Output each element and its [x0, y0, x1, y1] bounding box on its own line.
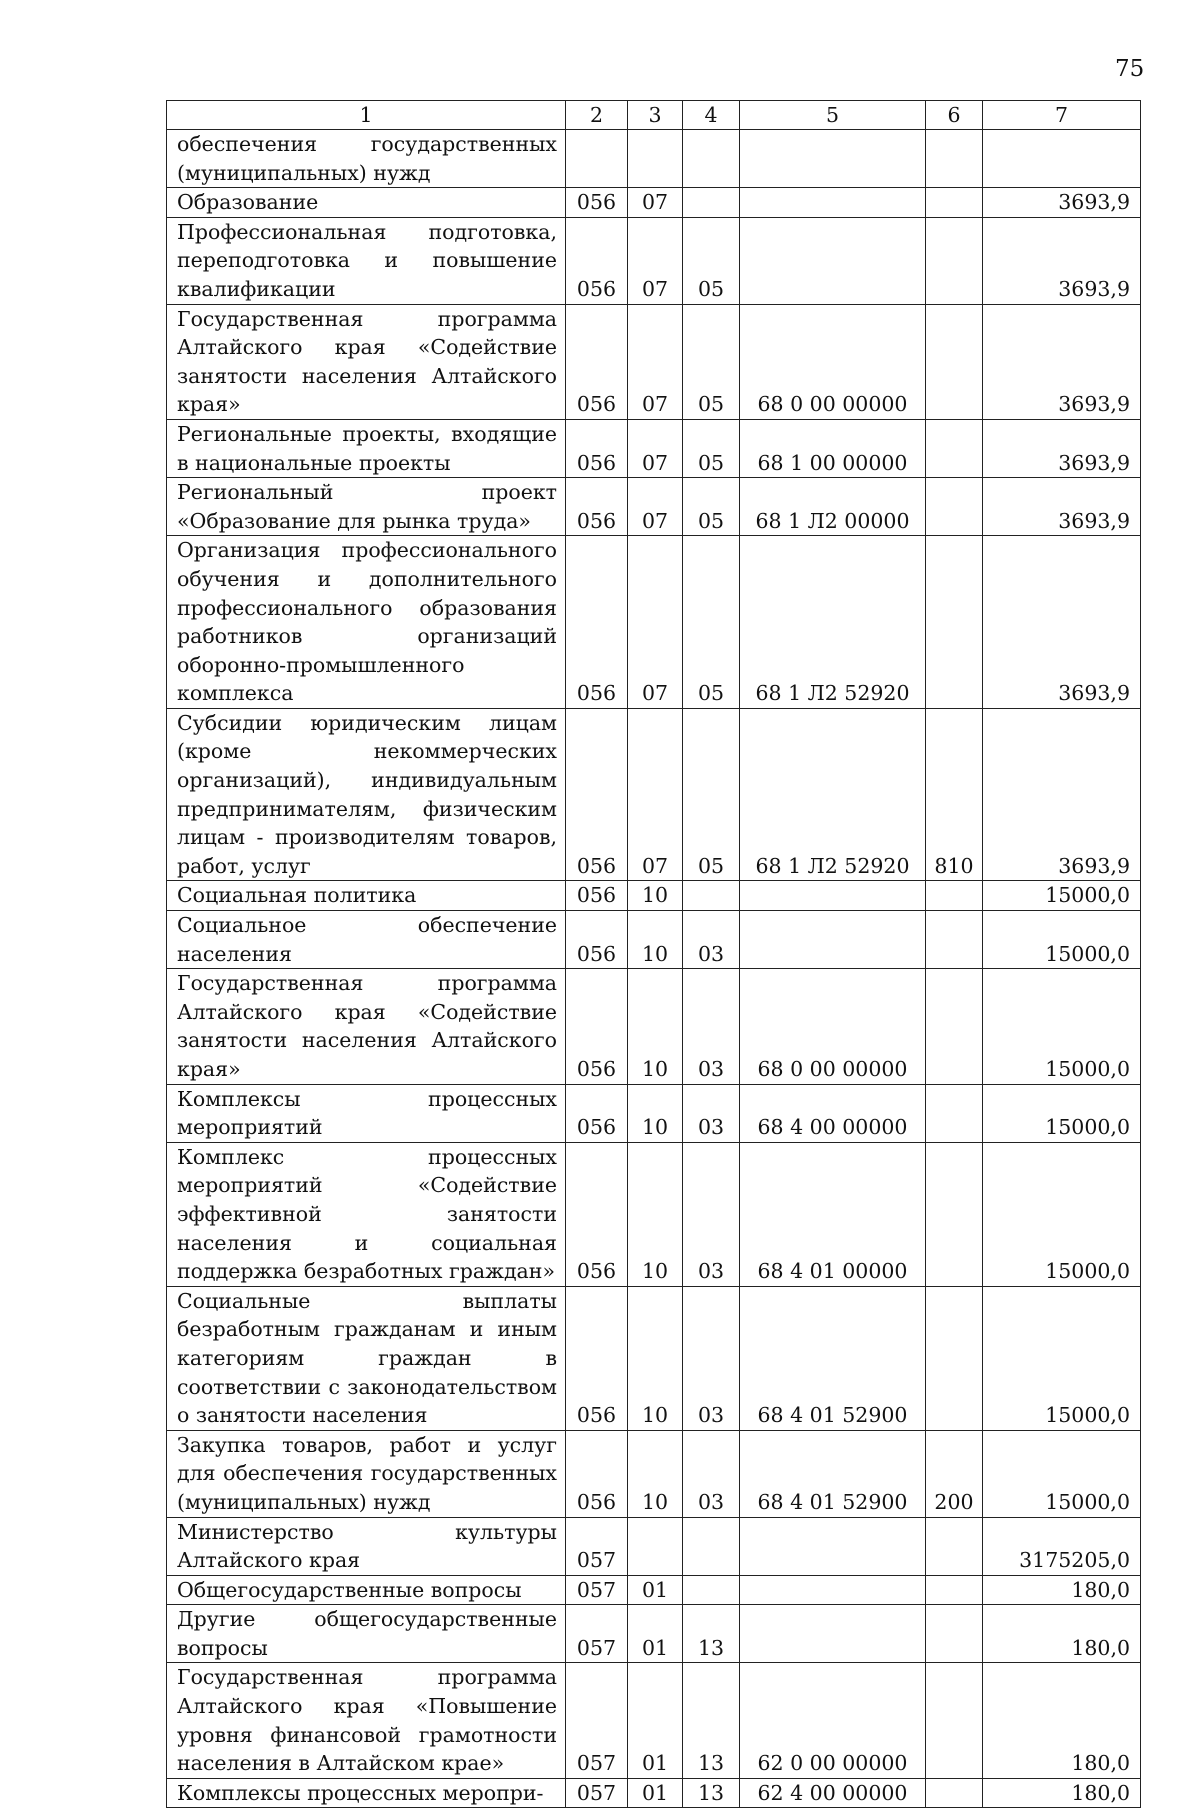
expense-type-cell	[926, 1517, 983, 1575]
section-code-cell	[566, 130, 628, 188]
chapter-code-cell: 10	[628, 1084, 683, 1142]
table-row	[167, 1663, 1141, 1778]
subsection-code-cell: 05	[683, 708, 740, 881]
table-row	[167, 708, 1141, 881]
chapter-code-cell: 07	[628, 188, 683, 218]
target-article-cell	[740, 130, 926, 188]
section-code-cell: 056	[566, 911, 628, 969]
target-article-cell: 68 4 01 52900	[740, 1430, 926, 1517]
table-row	[167, 1517, 1141, 1575]
expense-type-cell	[926, 1142, 983, 1286]
column-header: 3	[628, 101, 683, 130]
subsection-code-cell: 05	[683, 217, 740, 304]
amount-cell: 15000,0	[983, 1084, 1141, 1142]
chapter-code-cell: 07	[628, 708, 683, 881]
subsection-code-cell: 03	[683, 1430, 740, 1517]
section-code-cell: 056	[566, 304, 628, 419]
row-name-cell: Образование	[167, 188, 566, 218]
amount-cell: 180,0	[983, 1605, 1141, 1663]
chapter-code-cell: 01	[628, 1575, 683, 1605]
amount-cell: 3693,9	[983, 478, 1141, 536]
table-row	[167, 969, 1141, 1084]
target-article-cell: 62 0 00 00000	[740, 1663, 926, 1778]
expense-type-cell	[926, 881, 983, 911]
amount-cell: 180,0	[983, 1575, 1141, 1605]
table-row	[167, 1142, 1141, 1286]
chapter-code-cell: 07	[628, 217, 683, 304]
target-article-cell	[740, 1575, 926, 1605]
chapter-code-cell: 01	[628, 1778, 683, 1808]
target-article-cell: 68 0 00 00000	[740, 304, 926, 419]
expense-type-cell: 810	[926, 708, 983, 881]
section-code-cell: 057	[566, 1575, 628, 1605]
expense-type-cell	[926, 304, 983, 419]
row-name-cell: Социальная политика	[167, 881, 566, 911]
amount-cell: 180,0	[983, 1663, 1141, 1778]
subsection-code-cell	[683, 1575, 740, 1605]
table-row	[167, 478, 1141, 536]
subsection-code-cell: 13	[683, 1605, 740, 1663]
amount-cell: 15000,0	[983, 969, 1141, 1084]
table-row	[167, 217, 1141, 304]
column-header: 1	[167, 101, 566, 130]
subsection-code-cell: 05	[683, 478, 740, 536]
row-name-cell: Региональные проекты, входящие в национальные проекты	[167, 419, 566, 477]
section-code-cell: 056	[566, 969, 628, 1084]
subsection-code-cell	[683, 130, 740, 188]
subsection-code-cell: 05	[683, 536, 740, 709]
page-number: 75	[1115, 56, 1145, 82]
row-name-cell: Комплексы процессных меропри-	[167, 1778, 566, 1808]
target-article-cell: 68 4 00 00000	[740, 1084, 926, 1142]
amount-cell: 3693,9	[983, 536, 1141, 709]
chapter-code-cell: 10	[628, 881, 683, 911]
row-name-cell: Организация профессионального обучения и дополнительного профессионального образования работников организаций оборонно-промышленного комплекса	[167, 536, 566, 709]
target-article-cell: 68 4 01 52900	[740, 1286, 926, 1430]
table-row	[167, 188, 1141, 218]
row-name-cell: Государственная программа Алтайского края «Повышение уровня финансовой грамотности населения в Алтайском крае»	[167, 1663, 566, 1778]
amount-cell	[983, 130, 1141, 188]
row-name-cell: Закупка товаров, работ и услуг для обеспечения государственных (муниципальных) нужд	[167, 1430, 566, 1517]
amount-cell: 3693,9	[983, 188, 1141, 218]
target-article-cell: 68 0 00 00000	[740, 969, 926, 1084]
column-header: 5	[740, 101, 926, 130]
row-name-cell: Региональный проект «Образование для рынка труда»	[167, 478, 566, 536]
row-name-cell: Другие общегосударственные вопросы	[167, 1605, 566, 1663]
budget-table	[166, 100, 1141, 1808]
section-code-cell: 056	[566, 217, 628, 304]
row-name-cell: Профессиональная подготовка, переподготовка и повышение квалификации	[167, 217, 566, 304]
expense-type-cell	[926, 1575, 983, 1605]
target-article-cell: 68 1 Л2 52920	[740, 536, 926, 709]
table-header-row	[167, 101, 1141, 130]
amount-cell: 15000,0	[983, 1142, 1141, 1286]
subsection-code-cell	[683, 881, 740, 911]
target-article-cell	[740, 188, 926, 218]
expense-type-cell	[926, 1778, 983, 1808]
column-header: 2	[566, 101, 628, 130]
subsection-code-cell: 13	[683, 1778, 740, 1808]
subsection-code-cell: 05	[683, 304, 740, 419]
row-name-cell: обеспечения государственных (муниципальных) нужд	[167, 130, 566, 188]
chapter-code-cell	[628, 130, 683, 188]
amount-cell: 15000,0	[983, 1286, 1141, 1430]
chapter-code-cell: 01	[628, 1663, 683, 1778]
table-row	[167, 1430, 1141, 1517]
table-row	[167, 1575, 1141, 1605]
amount-cell: 3175205,0	[983, 1517, 1141, 1575]
expense-type-cell	[926, 188, 983, 218]
section-code-cell: 056	[566, 419, 628, 477]
section-code-cell: 056	[566, 478, 628, 536]
chapter-code-cell: 10	[628, 1286, 683, 1430]
target-article-cell: 68 1 00 00000	[740, 419, 926, 477]
target-article-cell	[740, 1517, 926, 1575]
amount-cell: 15000,0	[983, 881, 1141, 911]
amount-cell: 3693,9	[983, 217, 1141, 304]
row-name-cell: Общегосударственные вопросы	[167, 1575, 566, 1605]
chapter-code-cell: 07	[628, 478, 683, 536]
section-code-cell: 057	[566, 1605, 628, 1663]
chapter-code-cell	[628, 1517, 683, 1575]
amount-cell: 15000,0	[983, 1430, 1141, 1517]
expense-type-cell	[926, 478, 983, 536]
row-name-cell: Комплексы процессных мероприятий	[167, 1084, 566, 1142]
section-code-cell: 056	[566, 1286, 628, 1430]
expense-type-cell	[926, 1286, 983, 1430]
expense-type-cell	[926, 969, 983, 1084]
table-row	[167, 1605, 1141, 1663]
section-code-cell: 056	[566, 1430, 628, 1517]
row-name-cell: Субсидии юридическим лицам (кроме некоммерческих организаций), индивидуальным предпринимателям, физическим лицам - производителям товаров, работ, услуг	[167, 708, 566, 881]
table-row	[167, 1778, 1141, 1808]
table-row	[167, 419, 1141, 477]
amount-cell: 3693,9	[983, 304, 1141, 419]
chapter-code-cell: 07	[628, 419, 683, 477]
expense-type-cell	[926, 1605, 983, 1663]
table-row	[167, 881, 1141, 911]
expense-type-cell	[926, 536, 983, 709]
subsection-code-cell: 13	[683, 1663, 740, 1778]
table-row	[167, 1084, 1141, 1142]
section-code-cell: 057	[566, 1778, 628, 1808]
section-code-cell: 056	[566, 1084, 628, 1142]
expense-type-cell	[926, 419, 983, 477]
amount-cell: 3693,9	[983, 708, 1141, 881]
target-article-cell	[740, 881, 926, 911]
chapter-code-cell: 10	[628, 1142, 683, 1286]
subsection-code-cell: 03	[683, 1286, 740, 1430]
column-header: 7	[983, 101, 1141, 130]
target-article-cell	[740, 1605, 926, 1663]
row-name-cell: Социальные выплаты безработным гражданам и иным категориям граждан в соответствии с законодательством о занятости населения	[167, 1286, 566, 1430]
section-code-cell: 056	[566, 188, 628, 218]
row-name-cell: Социальное обеспечение населения	[167, 911, 566, 969]
row-name-cell: Государственная программа Алтайского края «Содействие занятости населения Алтайского края»	[167, 304, 566, 419]
table-row	[167, 911, 1141, 969]
table-row	[167, 536, 1141, 709]
amount-cell: 180,0	[983, 1778, 1141, 1808]
section-code-cell: 057	[566, 1663, 628, 1778]
target-article-cell	[740, 217, 926, 304]
target-article-cell: 68 1 Л2 52920	[740, 708, 926, 881]
section-code-cell: 057	[566, 1517, 628, 1575]
table-row	[167, 130, 1141, 188]
target-article-cell: 68 1 Л2 00000	[740, 478, 926, 536]
expense-type-cell	[926, 130, 983, 188]
target-article-cell: 68 4 01 00000	[740, 1142, 926, 1286]
expense-type-cell: 200	[926, 1430, 983, 1517]
expense-type-cell	[926, 911, 983, 969]
row-name-cell: Министерство культуры Алтайского края	[167, 1517, 566, 1575]
column-header: 6	[926, 101, 983, 130]
subsection-code-cell: 05	[683, 419, 740, 477]
amount-cell: 3693,9	[983, 419, 1141, 477]
subsection-code-cell: 03	[683, 1084, 740, 1142]
section-code-cell: 056	[566, 881, 628, 911]
target-article-cell: 62 4 00 00000	[740, 1778, 926, 1808]
expense-type-cell	[926, 1663, 983, 1778]
chapter-code-cell: 10	[628, 969, 683, 1084]
subsection-code-cell	[683, 1517, 740, 1575]
subsection-code-cell	[683, 188, 740, 218]
table-row	[167, 304, 1141, 419]
chapter-code-cell: 07	[628, 304, 683, 419]
section-code-cell: 056	[566, 708, 628, 881]
chapter-code-cell: 01	[628, 1605, 683, 1663]
subsection-code-cell: 03	[683, 1142, 740, 1286]
chapter-code-cell: 10	[628, 1430, 683, 1517]
expense-type-cell	[926, 1084, 983, 1142]
row-name-cell: Государственная программа Алтайского края «Содействие занятости населения Алтайского края»	[167, 969, 566, 1084]
chapter-code-cell: 07	[628, 536, 683, 709]
section-code-cell: 056	[566, 536, 628, 709]
row-name-cell: Комплекс процессных мероприятий «Содействие эффективной занятости населения и социальная поддержка безработных граждан»	[167, 1142, 566, 1286]
table-row	[167, 1286, 1141, 1430]
section-code-cell: 056	[566, 1142, 628, 1286]
target-article-cell	[740, 911, 926, 969]
chapter-code-cell: 10	[628, 911, 683, 969]
subsection-code-cell: 03	[683, 969, 740, 1084]
subsection-code-cell: 03	[683, 911, 740, 969]
column-header: 4	[683, 101, 740, 130]
amount-cell: 15000,0	[983, 911, 1141, 969]
expense-type-cell	[926, 217, 983, 304]
